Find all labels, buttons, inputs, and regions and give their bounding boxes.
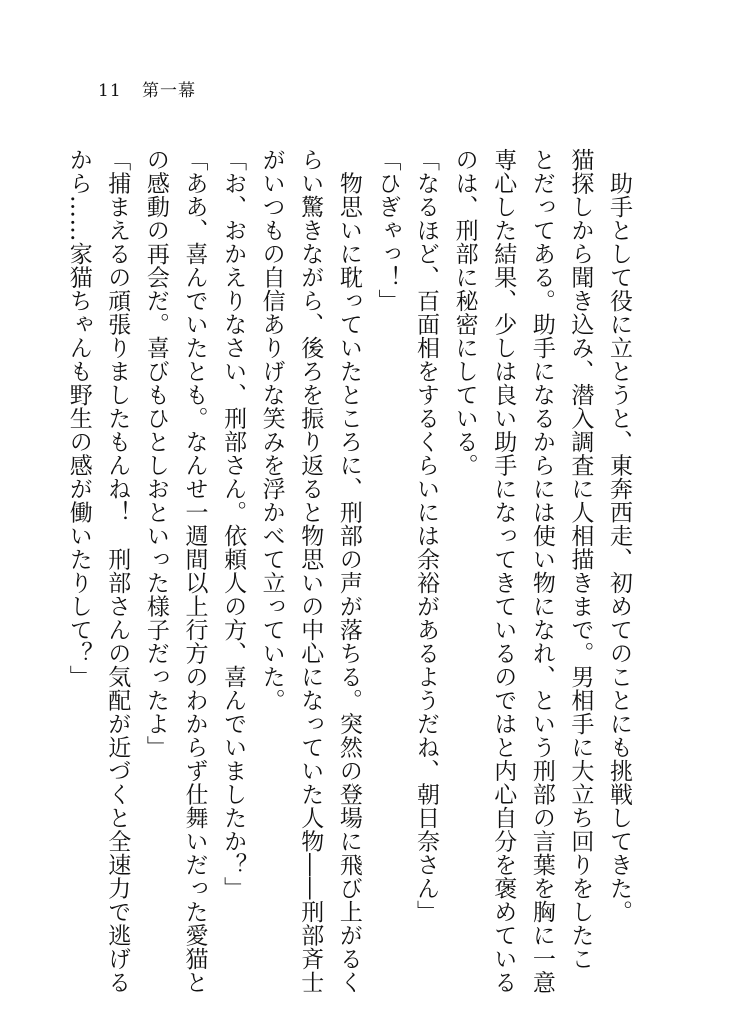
text-line: とだってある。助手になるからには使い物になれ、という刑部の言葉を胸に一意 <box>528 148 555 994</box>
text-line: がいつもの自信ありげな笑みを浮かべて立っていた。 <box>258 148 285 712</box>
vertical-text-body <box>65 148 638 994</box>
text-line: 「なるほど、百面相をするくらいには余裕があるようだね、朝日奈さん」 <box>413 148 440 924</box>
text-line: 「ああ、喜んでいたとも。なんせ一週間以上行方のわからず仕舞いだった愛猫と <box>181 148 208 994</box>
text-line: から……家猫ちゃんも野生の感が働いたりして？」 <box>65 148 92 689</box>
page-number: 11 <box>98 81 122 101</box>
text-line: 「ひぎゃっ！」 <box>374 148 401 313</box>
chapter-title: 第一幕 <box>142 81 197 101</box>
text-line: 専心した結果、少しは良い助手になってきているのではと内心自分を褒めている <box>490 148 517 994</box>
text-line: 物思いに耽っていたところに、刑部の声が落ちる。突然の登場に飛び上がるく <box>335 148 362 994</box>
text-line: 「捕まえるの頑張りましたもんね！ 刑部さんの気配が近づくと全速力で逃げる <box>104 148 131 994</box>
text-line: 猫探しから聞き込み、潜入調査に人相描きまで。男相手に大立ち回りをしたこ <box>567 148 594 971</box>
running-header <box>98 76 196 101</box>
text-line: 「お、おかえりなさい、刑部さん。依頼人の方、喜んでいましたか？」 <box>220 148 247 900</box>
text-line: らい驚きながら、後ろを振り返ると物思いの中心になっていた人物――刑部斉士 <box>297 148 324 994</box>
text-line: のは、刑部に秘密にしている。 <box>451 148 478 477</box>
text-line: 助手として役に立とうと、東奔西走、初めてのことにも挑戦してきた。 <box>606 148 632 924</box>
text-line: の感動の再会だ。喜びもひとしおといった様子だったよ」 <box>142 148 169 759</box>
